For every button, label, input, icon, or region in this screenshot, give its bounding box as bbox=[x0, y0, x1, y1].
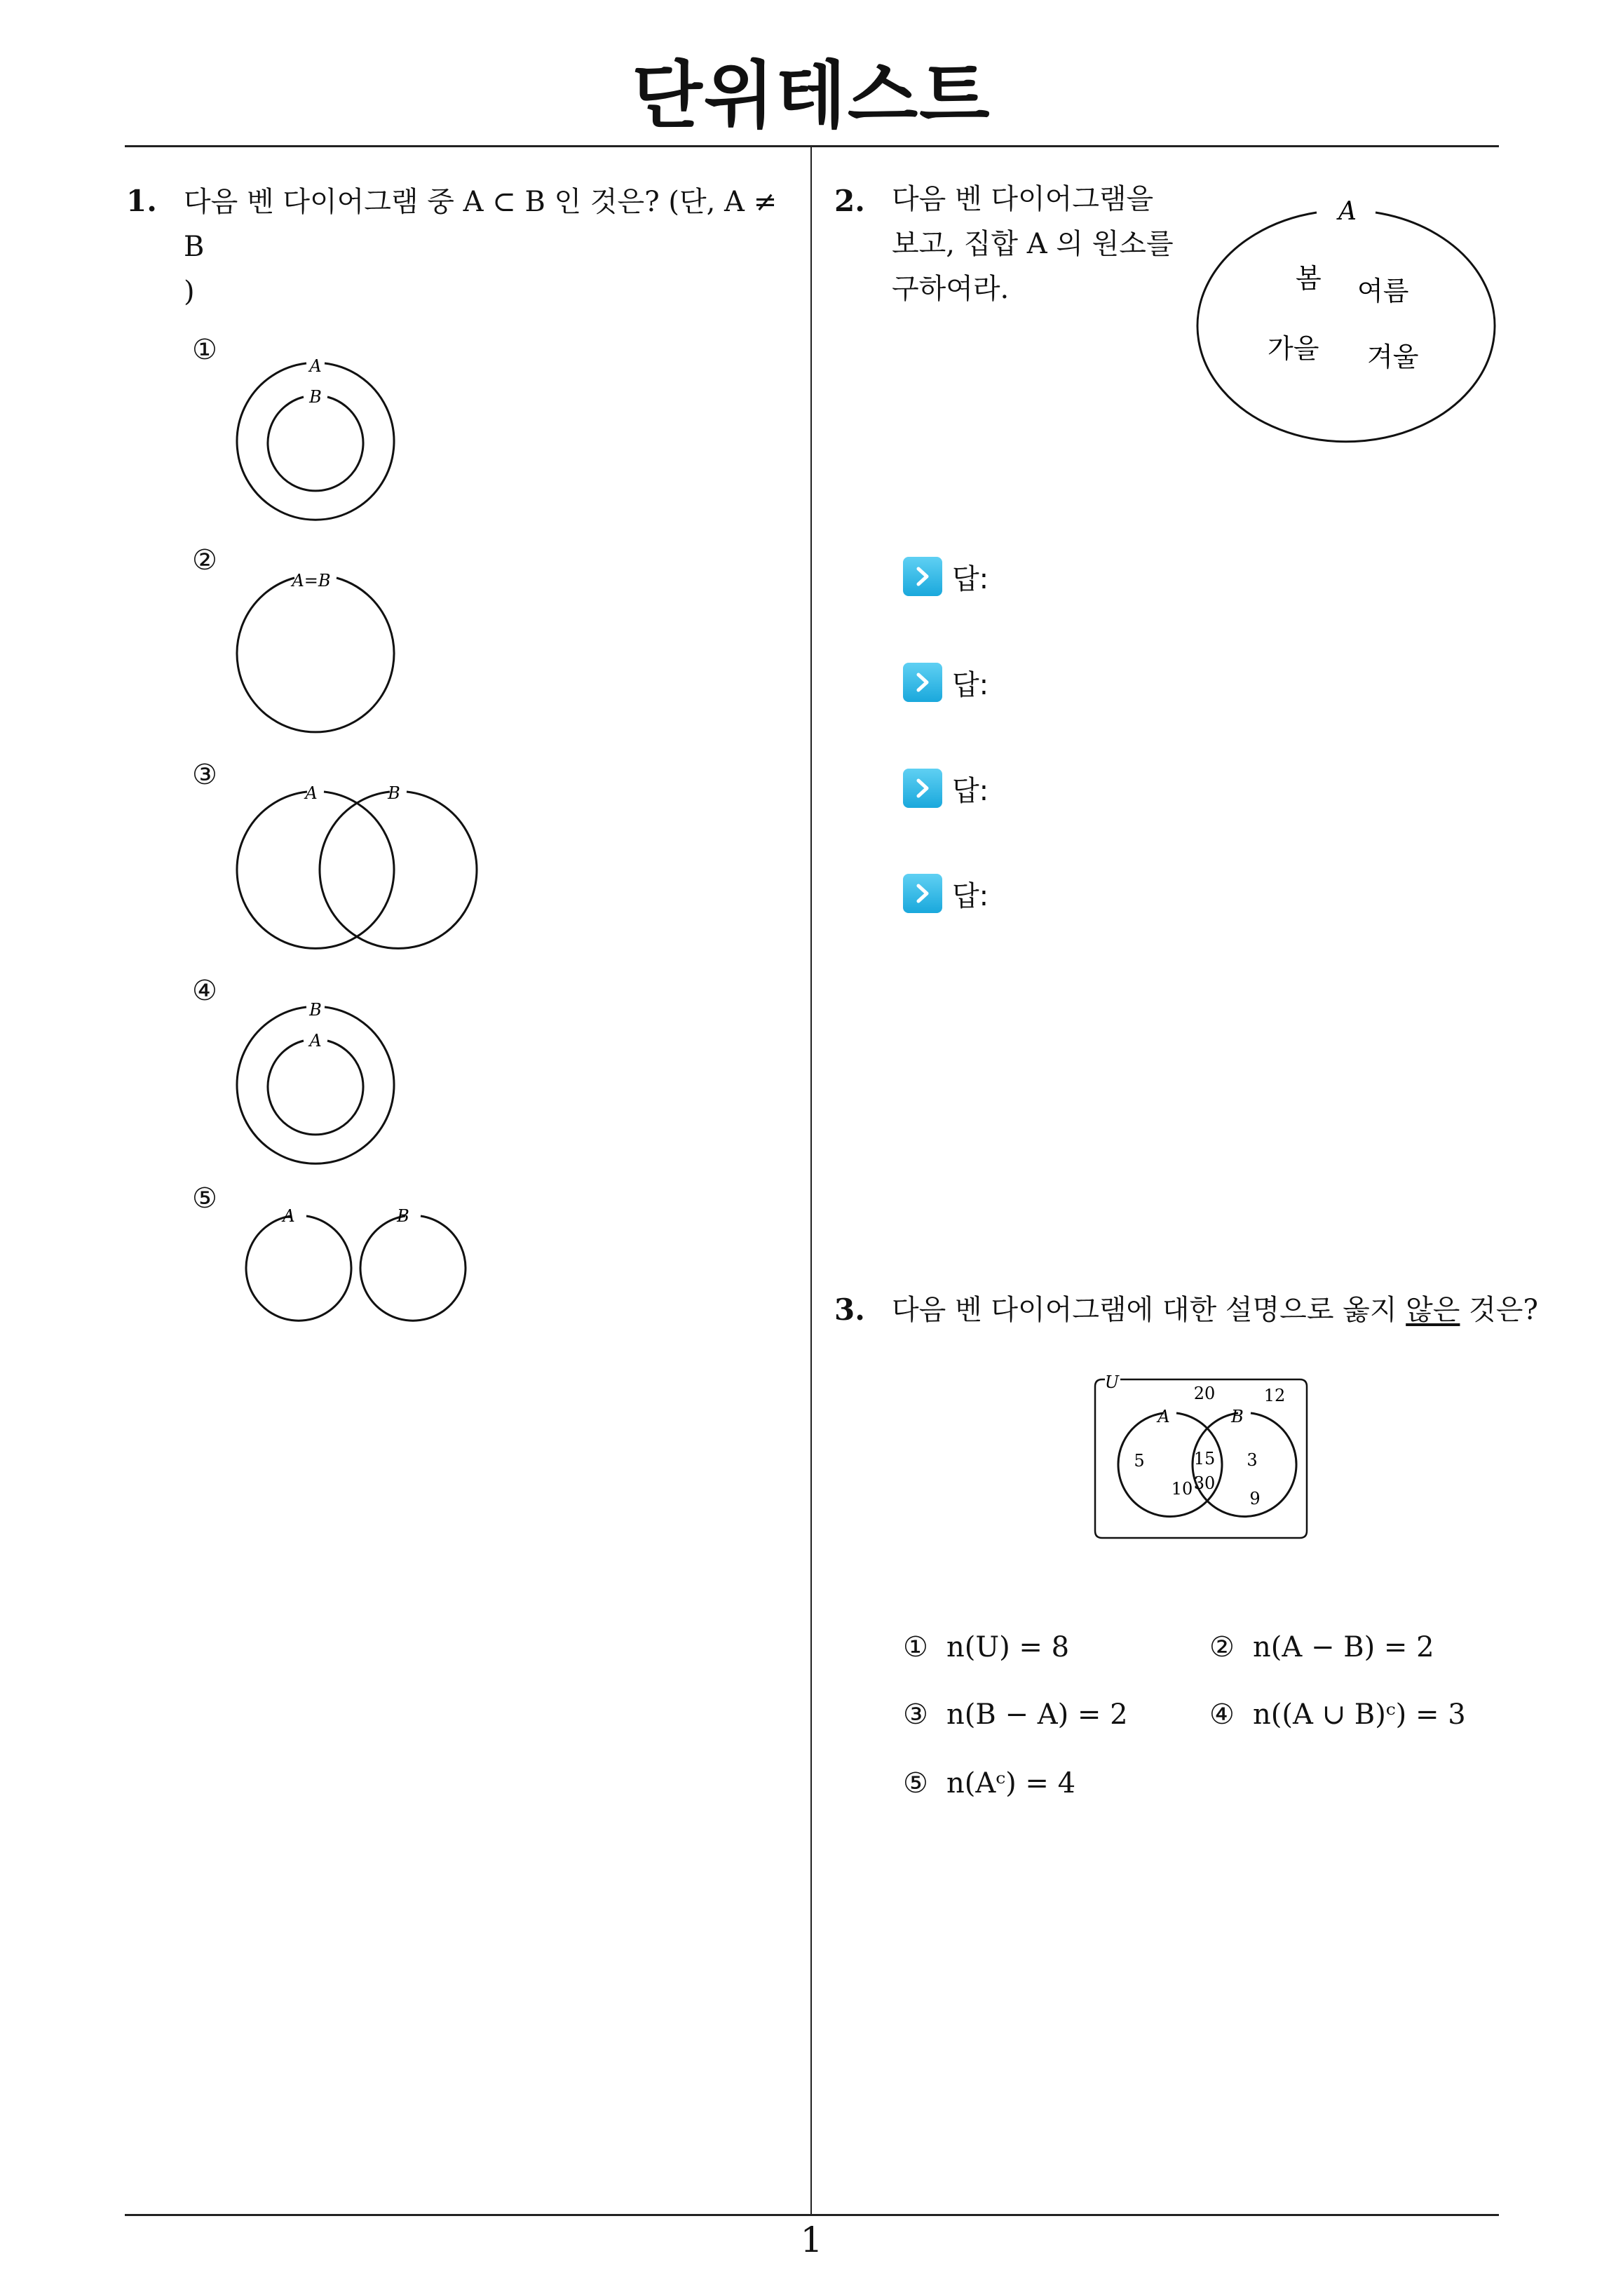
q3-text-before: 다음 벤 다이어그램에 대한 설명으로 옳지 bbox=[892, 1294, 1406, 1326]
q1-choice-5-label-a: A bbox=[283, 1206, 295, 1226]
q1-choice-3-label-a: A bbox=[305, 783, 318, 803]
q3-value-a-edge: 10 bbox=[1171, 1479, 1193, 1499]
q3-venn-diagram bbox=[1092, 1371, 1310, 1546]
q1-choice-2-circle bbox=[237, 578, 394, 732]
q3-option-3-marker: ③ bbox=[903, 1699, 928, 1731]
q1-choice-2-marker[interactable]: ② bbox=[192, 544, 217, 576]
q3-option-4-marker: ④ bbox=[1209, 1699, 1235, 1731]
q2-answer-1[interactable] bbox=[903, 555, 989, 597]
q3-universe-label: U bbox=[1104, 1372, 1120, 1392]
q1-choice-5-circle-b bbox=[360, 1216, 466, 1321]
q1-choice-3-circle-a bbox=[237, 792, 394, 948]
chevron-right-icon bbox=[903, 557, 942, 596]
q2-set-ellipse bbox=[1197, 212, 1495, 442]
q1-choice-1-diagram bbox=[224, 351, 407, 526]
q2-element-3: 가을 bbox=[1268, 333, 1319, 364]
q3-option-2-text: n(A − B) = 2 bbox=[1253, 1631, 1434, 1663]
q1-choice-1-inner-label: B bbox=[309, 387, 322, 407]
q3-value-a-only: 5 bbox=[1134, 1451, 1145, 1471]
q3-text-underlined: 않은 bbox=[1406, 1294, 1460, 1326]
q1-choice-4-outer-label: B bbox=[309, 1000, 322, 1020]
q1-choice-3-marker[interactable]: ③ bbox=[192, 759, 217, 791]
q3-text bbox=[892, 1288, 1538, 1332]
q3-option-2[interactable] bbox=[1209, 1631, 1434, 1663]
q2-number: 2. bbox=[834, 184, 865, 218]
q3-option-2-marker: ② bbox=[1209, 1631, 1235, 1663]
q2-text-line-2: 보고, 집합 A 의 원소를 bbox=[892, 228, 1174, 260]
q3-option-1[interactable] bbox=[903, 1631, 1069, 1663]
q1-choice-1-marker[interactable]: ① bbox=[192, 334, 217, 366]
q3-option-5[interactable] bbox=[903, 1767, 1075, 1799]
q3-value-intersection-1: 15 bbox=[1193, 1449, 1216, 1468]
page-title: 단위테스트 bbox=[632, 53, 991, 138]
q2-set-diagram bbox=[1192, 189, 1500, 449]
q1-choice-5-marker[interactable]: ⑤ bbox=[192, 1182, 217, 1215]
q1-choice-3-label-b: B bbox=[388, 783, 400, 803]
q3-option-3-text: n(B − A) = 2 bbox=[946, 1699, 1128, 1731]
q3-option-5-marker: ⑤ bbox=[903, 1767, 928, 1799]
q2-answer-4-label: 답: bbox=[952, 879, 989, 912]
q1-choice-5-label-b: B bbox=[397, 1206, 409, 1226]
q2-element-2: 여름 bbox=[1357, 276, 1409, 306]
q3-number: 3. bbox=[834, 1292, 865, 1327]
page-number: 1 bbox=[800, 2220, 823, 2260]
chevron-right-icon bbox=[903, 769, 942, 808]
q1-choice-1-inner-circle bbox=[268, 397, 363, 491]
q1-choice-4-marker[interactable]: ④ bbox=[192, 975, 217, 1007]
q2-answer-3-label: 답: bbox=[952, 774, 989, 807]
q3-option-4[interactable] bbox=[1209, 1699, 1466, 1731]
footer-rule bbox=[125, 2214, 1499, 2216]
q1-text bbox=[184, 180, 801, 314]
q3-value-outside-1: 20 bbox=[1193, 1384, 1216, 1403]
q3-value-outside-2: 12 bbox=[1263, 1386, 1286, 1405]
q1-choice-3-circle-b bbox=[320, 792, 477, 948]
q1-choice-2-diagram bbox=[224, 568, 407, 743]
q1-text-line: 다음 벤 다이어그램 중 A ⊂ B 인 것은? (단, A ≠ B bbox=[184, 186, 777, 263]
q3-text-after: 것은? bbox=[1460, 1294, 1538, 1326]
q3-option-1-text: n(U) = 8 bbox=[946, 1631, 1070, 1663]
q3-set-a-label: A bbox=[1157, 1407, 1170, 1426]
q1-choice-2-label: A=B bbox=[292, 571, 331, 590]
q1-text-cont: ) bbox=[184, 276, 195, 308]
q3-option-3[interactable] bbox=[903, 1699, 1128, 1731]
q2-set-label: A bbox=[1338, 197, 1357, 226]
q3-value-b-only-1: 3 bbox=[1247, 1450, 1258, 1470]
q2-text bbox=[892, 177, 1186, 311]
q2-text-line-1: 다음 벤 다이어그램을 bbox=[892, 183, 1154, 215]
q2-answer-2-label: 답: bbox=[952, 668, 989, 701]
column-divider bbox=[810, 146, 812, 2215]
q1-choice-1-outer-label: A bbox=[309, 356, 322, 376]
q1-choice-4-diagram bbox=[224, 994, 407, 1170]
q2-answer-4[interactable] bbox=[903, 872, 989, 914]
q3-value-intersection-2: 30 bbox=[1193, 1473, 1216, 1493]
q1-choice-4-inner-label: A bbox=[309, 1031, 322, 1051]
q3-option-4-text: n((A ∪ B)ᶜ) = 3 bbox=[1253, 1699, 1466, 1731]
q3-set-b-label: B bbox=[1231, 1407, 1244, 1426]
q3-option-5-text: n(Aᶜ) = 4 bbox=[946, 1767, 1076, 1799]
q2-answer-3[interactable] bbox=[903, 767, 989, 809]
q2-answer-1-label: 답: bbox=[952, 562, 989, 595]
q3-option-1-marker: ① bbox=[903, 1631, 928, 1663]
q2-element-1: 봄 bbox=[1296, 263, 1322, 294]
q1-number: 1. bbox=[126, 184, 157, 218]
chevron-right-icon bbox=[903, 874, 942, 913]
q2-element-4: 겨울 bbox=[1367, 342, 1419, 372]
q1-choice-5-circle-a bbox=[246, 1216, 351, 1321]
q2-answer-2[interactable] bbox=[903, 661, 989, 703]
header-rule bbox=[125, 145, 1499, 147]
q1-choice-4-inner-circle bbox=[268, 1041, 363, 1135]
q1-choice-3-diagram bbox=[224, 782, 491, 957]
q3-value-b-only-2: 9 bbox=[1249, 1489, 1261, 1508]
chevron-right-icon bbox=[903, 663, 942, 702]
q2-text-line-3: 구하여라. bbox=[892, 273, 1010, 305]
q1-choice-5-diagram bbox=[224, 1203, 463, 1330]
